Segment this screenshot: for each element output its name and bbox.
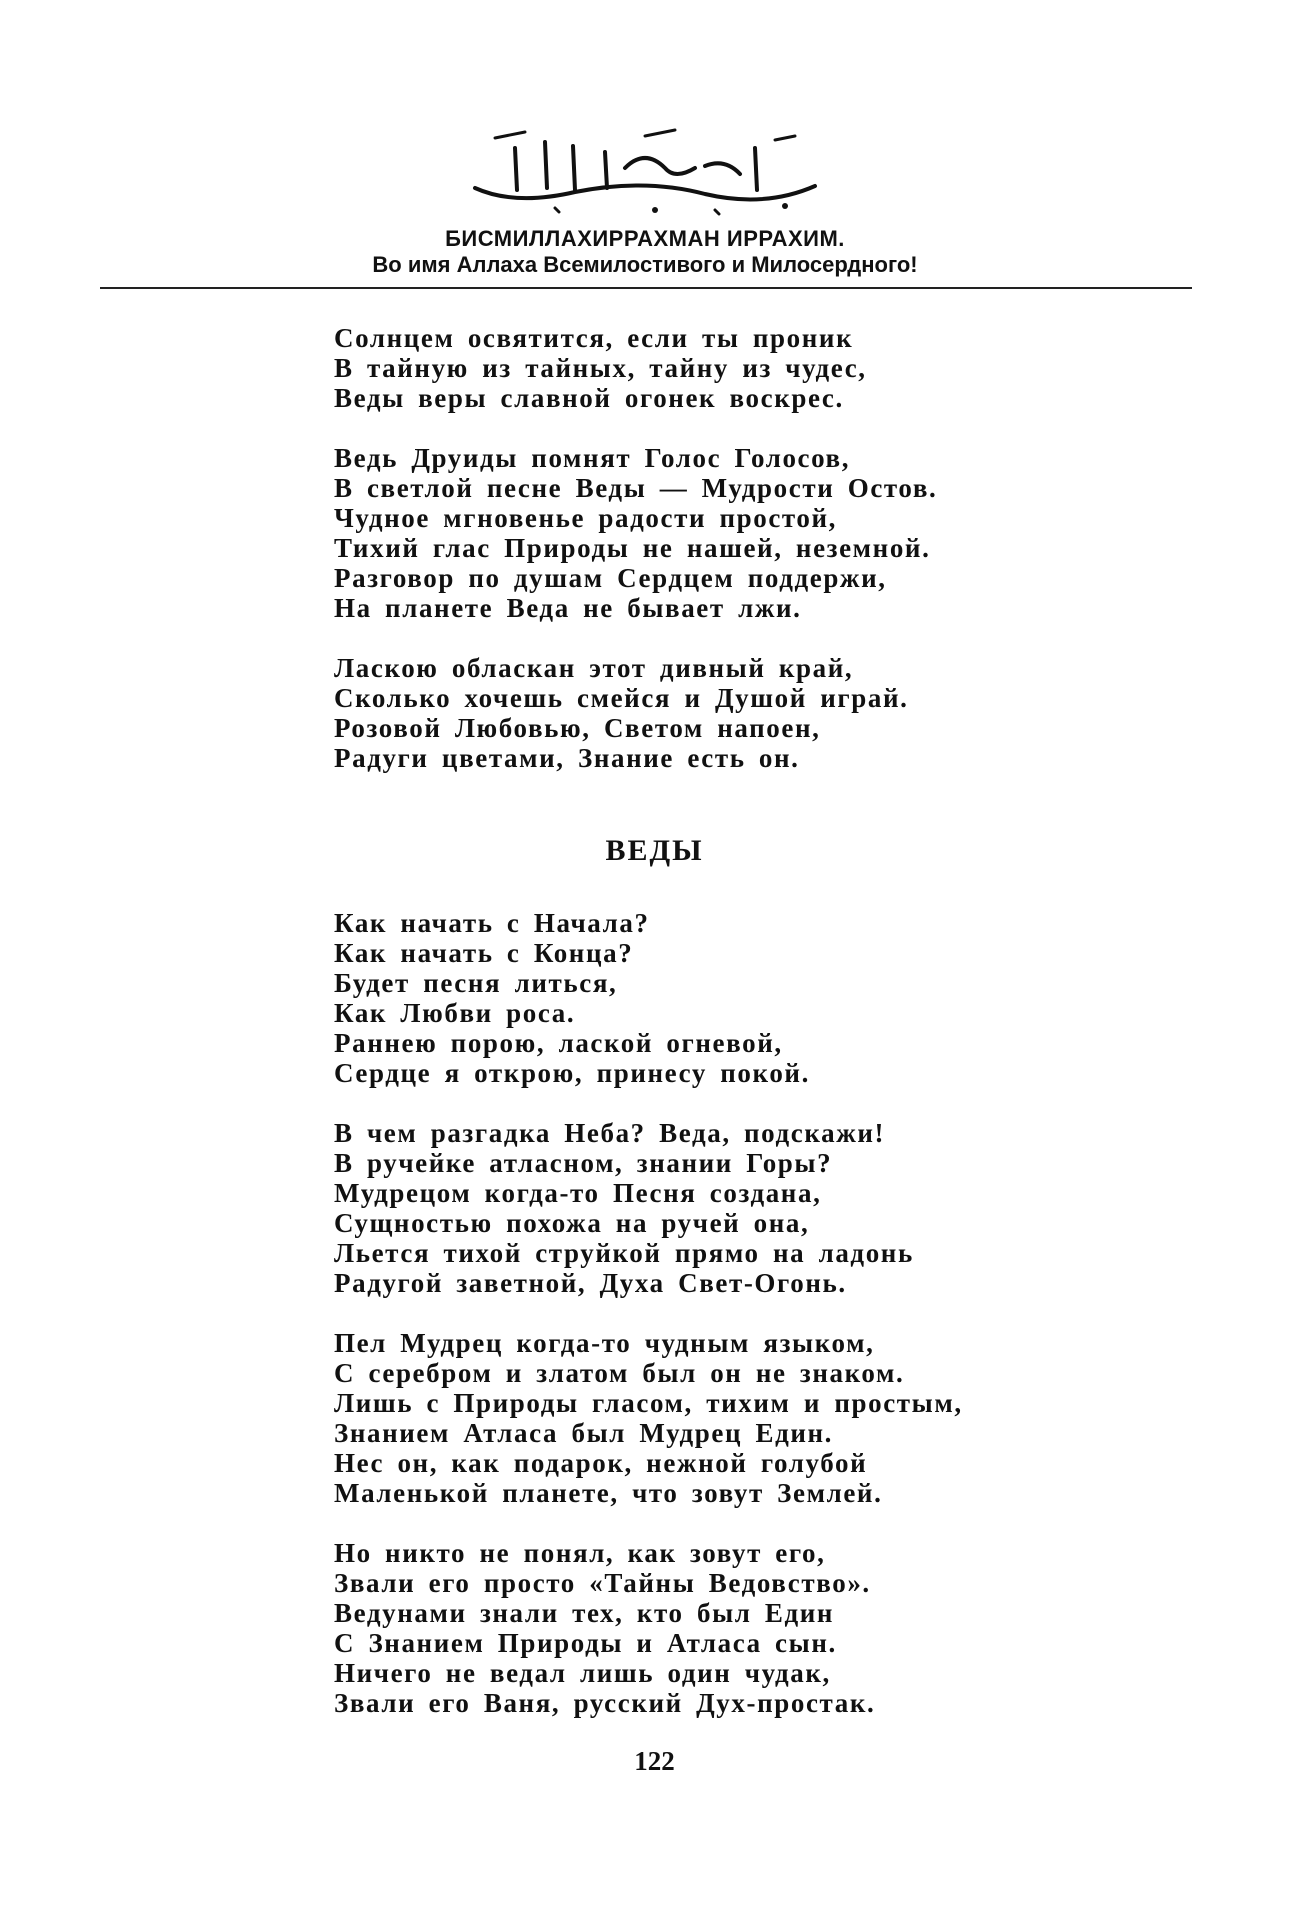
- verse-line: Пел Мудрец когда-то чудным языком,: [334, 1328, 875, 1358]
- verse-line: В тайную из тайных, тайну из чудес,: [334, 353, 867, 383]
- verse-line: Льется тихой струйкой прямо на ладонь: [334, 1238, 914, 1268]
- verse-line: Ничего не ведал лишь один чудак,: [334, 1658, 831, 1688]
- poem-vedy: [334, 908, 1134, 1718]
- verse-line: Розовой Любовью, Светом напоен,: [334, 713, 821, 743]
- verse-line: Ведунами знали тех, кто был Един: [334, 1598, 835, 1628]
- verse-line: Радугой заветной, Духа Свет-Огонь.: [334, 1268, 847, 1298]
- verse-line: С Знанием Природы и Атласа сын.: [334, 1628, 837, 1658]
- verse-line: Звали его Ваня, русский Дух-простак.: [334, 1688, 876, 1718]
- verse-line: В светлой песне Веды — Мудрости Остов.: [334, 473, 938, 503]
- verse-line: Тихий глас Природы не нашей, неземной.: [334, 533, 931, 563]
- verse-line: Но никто не понял, как зовут его,: [334, 1538, 826, 1568]
- verse-line: Как начать с Начала?: [334, 908, 650, 938]
- verse-line: На планете Веда не бывает лжи.: [334, 593, 802, 623]
- header-translation: Во имя Аллаха Всемилостивого и Милосердного!: [372, 252, 918, 277]
- verse-line: Ласкою обласкан этот дивный край,: [334, 653, 854, 683]
- verse-line: Чудное мгновенье радости простой,: [334, 503, 838, 533]
- verse-line: Веды веры славной огонек воскрес.: [334, 383, 844, 413]
- verse-line: С серебром и златом был он не знаком.: [334, 1358, 905, 1388]
- stanza: [334, 443, 1134, 623]
- verse-line: В чем разгадка Неба? Веда, подскажи!: [334, 1118, 886, 1148]
- verse-line: Мудрецом когда-то Песня создана,: [334, 1178, 822, 1208]
- verse-line: Лишь с Природы гласом, тихим и простым,: [334, 1388, 963, 1418]
- verse-line: Сущностью похожа на ручей она,: [334, 1208, 810, 1238]
- verse-line: Разговор по душам Сердцем поддержи,: [334, 563, 887, 593]
- stanza: [334, 1328, 1134, 1508]
- page-number: 122: [634, 1746, 675, 1776]
- verse-line: Нес он, как подарок, нежной голубой: [334, 1448, 868, 1478]
- stanza: [334, 908, 1134, 1088]
- stanza: [334, 323, 1134, 413]
- poem-title: ВЕДЫ: [605, 834, 704, 867]
- poem-continuation: [334, 323, 1134, 773]
- header-transliteration: БИСМИЛЛАХИРРАХМАН ИРРАХИМ.: [445, 226, 845, 251]
- verse-line: Сколько хочешь смейся и Душой играй.: [334, 683, 909, 713]
- verse-line: Радуги цветами, Знание есть он.: [334, 743, 800, 773]
- basmala-calligraphy: [455, 118, 835, 218]
- verse-line: Раннею порою, лаской огневой,: [334, 1028, 783, 1058]
- verse-line: Будет песня литься,: [334, 968, 618, 998]
- verse-line: Солнцем освятится, если ты проник: [334, 323, 854, 353]
- verse-line: Как Любви роса.: [334, 998, 576, 1028]
- verse-line: Как начать с Конца?: [334, 938, 634, 968]
- stanza: [334, 1118, 1134, 1298]
- verse-line: В ручейке атласном, знании Горы?: [334, 1148, 833, 1178]
- stanza: [334, 653, 1134, 773]
- header-rule: [100, 287, 1192, 289]
- verse-line: Знанием Атласа был Мудрец Един.: [334, 1418, 834, 1448]
- verse-line: Звали его просто «Тайны Ведовство».: [334, 1568, 871, 1598]
- verse-line: Сердце я открою, принесу покой.: [334, 1058, 810, 1088]
- verse-line: Маленькой планете, что зовут Землей.: [334, 1478, 883, 1508]
- verse-line: Ведь Друиды помнят Голос Голосов,: [334, 443, 851, 473]
- page-header: [100, 118, 1190, 278]
- stanza: [334, 1538, 1134, 1718]
